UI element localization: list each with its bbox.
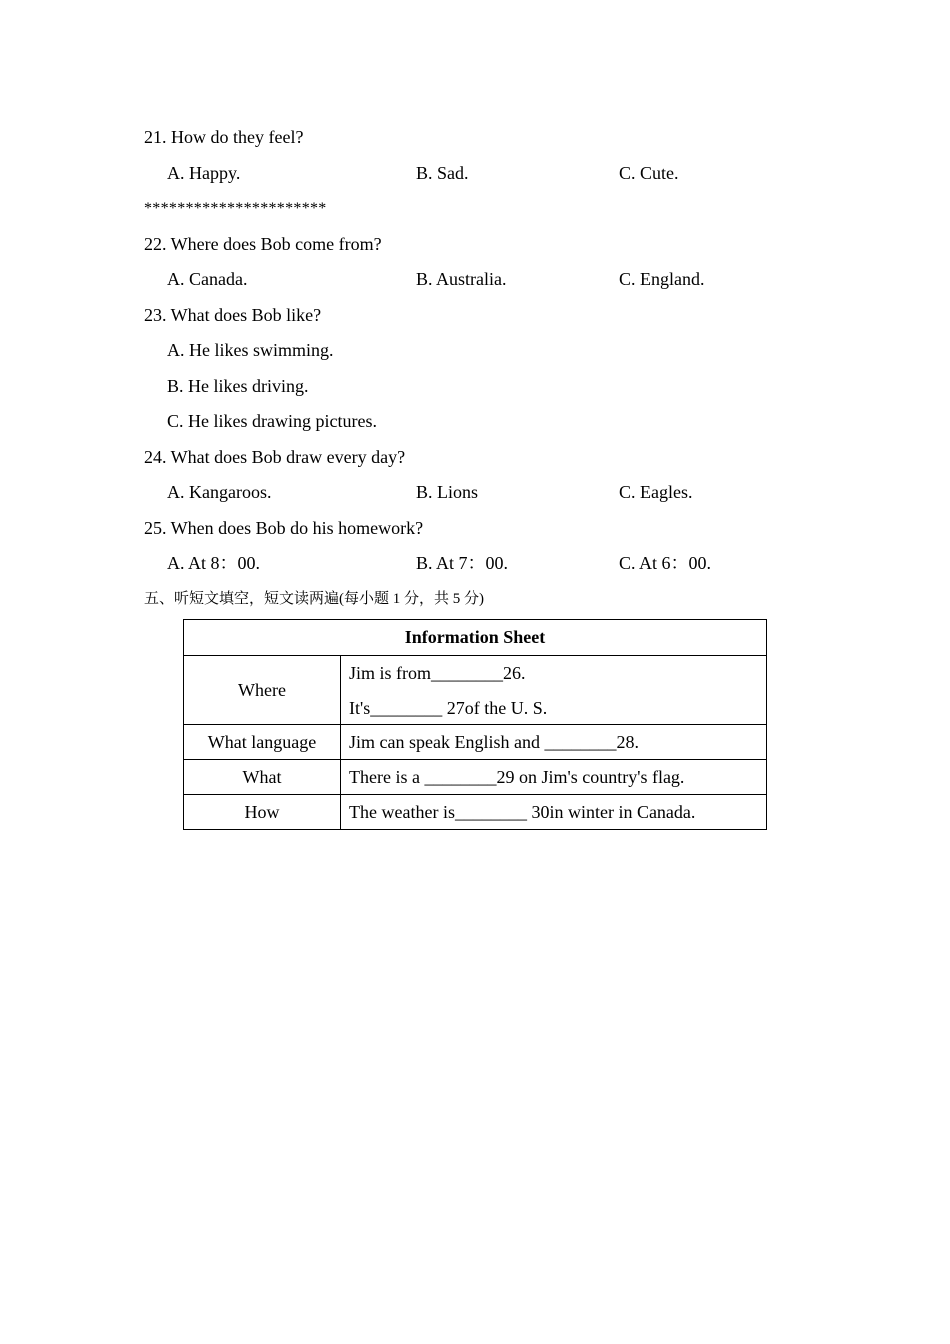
section-5-title: 五、听短文填空，短文读两遍(每小题 1 分，共 5 分): [144, 591, 484, 607]
question-21-option-c: C. Cute.: [619, 163, 679, 183]
row-label-where: Where: [184, 656, 341, 725]
question-21-option-b: B. Sad.: [416, 163, 469, 183]
question-22-option-b: B. Australia.: [416, 269, 507, 289]
question-24-option-a: A. Kangaroos.: [167, 482, 272, 502]
blank-28-line: Jim can speak English and ________28.: [341, 725, 767, 760]
question-24-stem: 24. What does Bob draw every day?: [144, 447, 406, 467]
blank-30-line: The weather is________ 30in winter in Canada.: [341, 795, 767, 830]
question-21-option-a: A. Happy.: [167, 163, 241, 183]
question-21-stem: 21. How do they feel?: [144, 127, 304, 147]
row-label-how: How: [184, 795, 341, 830]
question-23-option-b: B. He likes driving.: [167, 376, 309, 396]
blank-27-line: It's________ 27of the U. S.: [349, 697, 548, 718]
question-24-option-c: C. Eagles.: [619, 482, 693, 502]
table-row: [184, 656, 767, 725]
row-label-what: What: [184, 760, 341, 795]
table-row: [184, 725, 767, 760]
blank-29-line: There is a ________29 on Jim's country's flag.: [341, 760, 767, 795]
separator-stars: **********************: [144, 200, 327, 217]
row-value-where: [341, 656, 767, 725]
question-24-option-b: B. Lions: [416, 482, 479, 502]
question-25-stem: 25. When does Bob do his homework?: [144, 518, 424, 538]
question-22-option-c: C. England.: [619, 269, 705, 289]
question-23-stem: 23. What does Bob like?: [144, 305, 322, 325]
question-25-option-a: A. At 8：00.: [167, 553, 261, 573]
question-22-stem: 22. Where does Bob come from?: [144, 234, 382, 254]
question-23-option-c: C. He likes drawing pictures.: [167, 411, 377, 431]
row-label-what-language: What language: [184, 725, 341, 760]
information-sheet-table: [183, 619, 767, 830]
table-header: Information Sheet: [184, 620, 767, 656]
question-23-option-a: A. He likes swimming.: [167, 340, 334, 360]
question-22-option-a: A. Canada.: [167, 269, 248, 289]
table-row: [184, 760, 767, 795]
table-row: [184, 795, 767, 830]
blank-26-line: Jim is from________26.: [349, 662, 526, 683]
question-25-option-c: C. At 6：00.: [619, 553, 712, 573]
question-25-option-b: B. At 7：00.: [416, 553, 509, 573]
